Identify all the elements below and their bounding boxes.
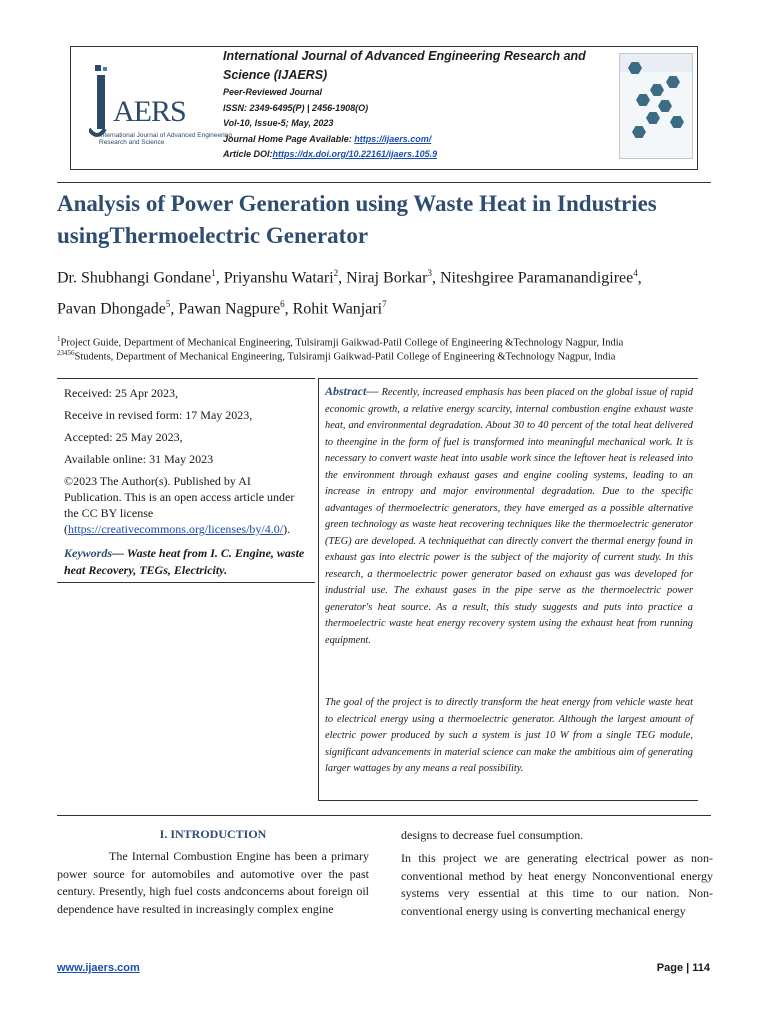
license-link-line [64,521,290,537]
page-number: Page | 114 [656,962,710,974]
accepted-date: Accepted: 25 May 2023, [64,430,183,444]
paper-title: Analysis of Power Generation using Waste Heat in Industries usingThermoelectric Generator [57,191,657,248]
online-date: Available online: 31 May 2023 [64,452,214,466]
home-page-line [223,132,603,148]
author-name: Dr. Shubhangi Gondane [57,269,212,287]
keywords-text: heat Recovery, TEGs, Electricity. [64,562,228,577]
author-sup: 4 [633,268,638,278]
intro-left-text: The Internal Combustion Engine has been a primary power source for automobiles and automotive over the past century. Presently, high fuel costs andconcerns about foreign oil dependence have resulted in increasingly complex engine [57,849,369,916]
article-info [57,378,315,583]
author-name: Pavan Dhongade [57,300,166,318]
journal-info [223,47,603,163]
logo-tagline: International Journal of Advanced Engineering Research and Science [99,132,232,146]
journal-cover-thumbnail [619,53,693,159]
peer-reviewed: Peer-Reviewed Journal [223,87,323,97]
journal-logo [85,65,232,155]
license-open: ( [64,522,68,536]
abstract-paragraph: The goal of the project is to directly transform the heat energy from vehicle waste heat to electrical energy using a thermoelectric generator. Although the largest amount of electric power produced by such a system is just 10 W from a single TEG module, significant advancements in material science can make the ambitious aim of generating larger wattages by any means a real possibility. [325,697,693,774]
journal-header [70,46,698,170]
abstract-dash: — [366,384,382,398]
affiliation [57,346,717,365]
author-name: Rohit Wanjari [292,300,383,318]
keywords-text: Waste heat from I. C. Engine, waste [126,546,305,560]
license-link[interactable]: https://creativecommons.org/licenses/by/4.0/ [68,522,284,536]
doi-line [223,147,603,163]
home-page-link[interactable]: https://ijaers.com/ [354,133,432,144]
author-name: Priyanshu Watari [223,269,334,287]
cover-hex [632,126,646,138]
abstract-label: Abstract [325,384,367,398]
license-close: ). [283,522,291,536]
affiliation-sup: 23456 [57,349,75,357]
cover-hex [658,100,672,112]
affiliation-text: Project Guide, Department of Mechanical Engineering, Tulsiramji Gaikwad-Patil College of Engineering &Technology Nagpur, India [60,337,624,349]
affiliation-sup: 1 [57,335,61,343]
abstract-box [318,378,698,801]
body-rule [57,815,711,816]
header-rule [57,182,711,183]
license-line: ©2023 The Author(s). Published by AI [64,474,251,488]
keywords [64,545,316,578]
revised-date: Receive in revised form: 17 May 2023, [64,408,253,422]
author-name: Niteshgiree Paramanandigiree [439,269,634,287]
abstract-paragraph [325,383,693,649]
journal-title: International Journal of Advanced Engineering Research and Science (IJAERS) [223,49,586,82]
author-sup: 6 [280,299,285,310]
cover-hex [666,76,680,88]
abstract-text: Recently, increased emphasis has been placed on the global issue of rapid economic growth, a relative energy scarcity, internal combustion engine exhaust waste heat, and environmental degradation. About 30 to 40 percent of the total heat delivered to theengine in the form of fuel is transformed into meaningful mechanical work. It is necessary to convert waste heat into usable work since the leftover heat is released into the environment through exhaust gases and engine cooling systems, leading to an increase in entropy and major environmental degradation. Due to the specific advantages of thermoelectric generators, they have emerged as a possible alternative green technology as waste heat recovering techniques like the thermoelectric generator (TEG) are developed. A techniquethat can directly convert the thermal energy found in exhaust gas into electric power is the subject of the majority of current study. In this research, a thermoelectric power generator based on exhaust gas was developed for industrial use. The exhaust gases in the pipe serve as the thermoelectric power generator's heat source. As a result, this study suggests and puts into practice a thermoelectric waste heat energy recovery system using the exhaust heat from running equipment. [325,387,694,646]
keywords-dash: — [112,546,127,560]
section-heading: I. INTRODUCTION [159,827,267,841]
license-line: Publication. This is an open access article under [64,490,295,504]
license-line: the CC BY license [64,506,154,520]
volume-issue: Vol-10, Issue-5; May, 2023 [223,118,334,128]
intro-right-text-1: designs to decrease fuel consumption. [401,828,584,842]
author-name: Pawan Nagpure [178,300,281,318]
doi-link[interactable]: https://dx.doi.org/10.22161/ijaers.105.9 [272,149,438,159]
issn: ISSN: 2349-6495(P) | 2456-1908(O) [223,102,369,113]
received-date: Received: 25 Apr 2023, [64,386,178,400]
author-sup: 7 [382,299,387,310]
cover-hex [650,84,664,96]
keywords-label: Keywords [64,546,112,560]
author-sup: 3 [427,268,432,278]
author-sup: 2 [333,268,339,278]
footer-site-link[interactable]: www.ijaers.com [57,962,140,974]
cover-hex [636,94,650,106]
author-sup: 5 [165,299,171,310]
logo-wordmark: AERS [113,95,186,128]
home-page-label: Journal Home Page Available: [223,133,355,144]
author-name: Niraj Borkar [346,269,428,287]
author-list: Dr. Shubhangi Gondane$^1$, Priyanshu Watari$^2$, Niraj Borkar$^3$, Niteshgiree Paramanandigiree$^4$, Pavan Dhongade$^5$, Pawan Nagpure$^6$, Rohit Wanjari$^7$ [57,268,642,318]
affiliation-text: Students, Department of Mechanical Engineering, Tulsiramji Gaikwad-Patil College of Engineering &Technology Nagpur, India [74,351,616,363]
doi-label: Article DOI: [223,149,273,159]
author-sup: 1 [211,268,216,278]
cover-hex [670,116,684,128]
intro-right-text-2: In this project we are generating electrical power as non-conventional method by heat energy Nonconventional energy systems very essential at this time to our nation. Non-conventional energy using is converting mechanical energy [401,851,713,918]
cover-hex [646,112,660,124]
